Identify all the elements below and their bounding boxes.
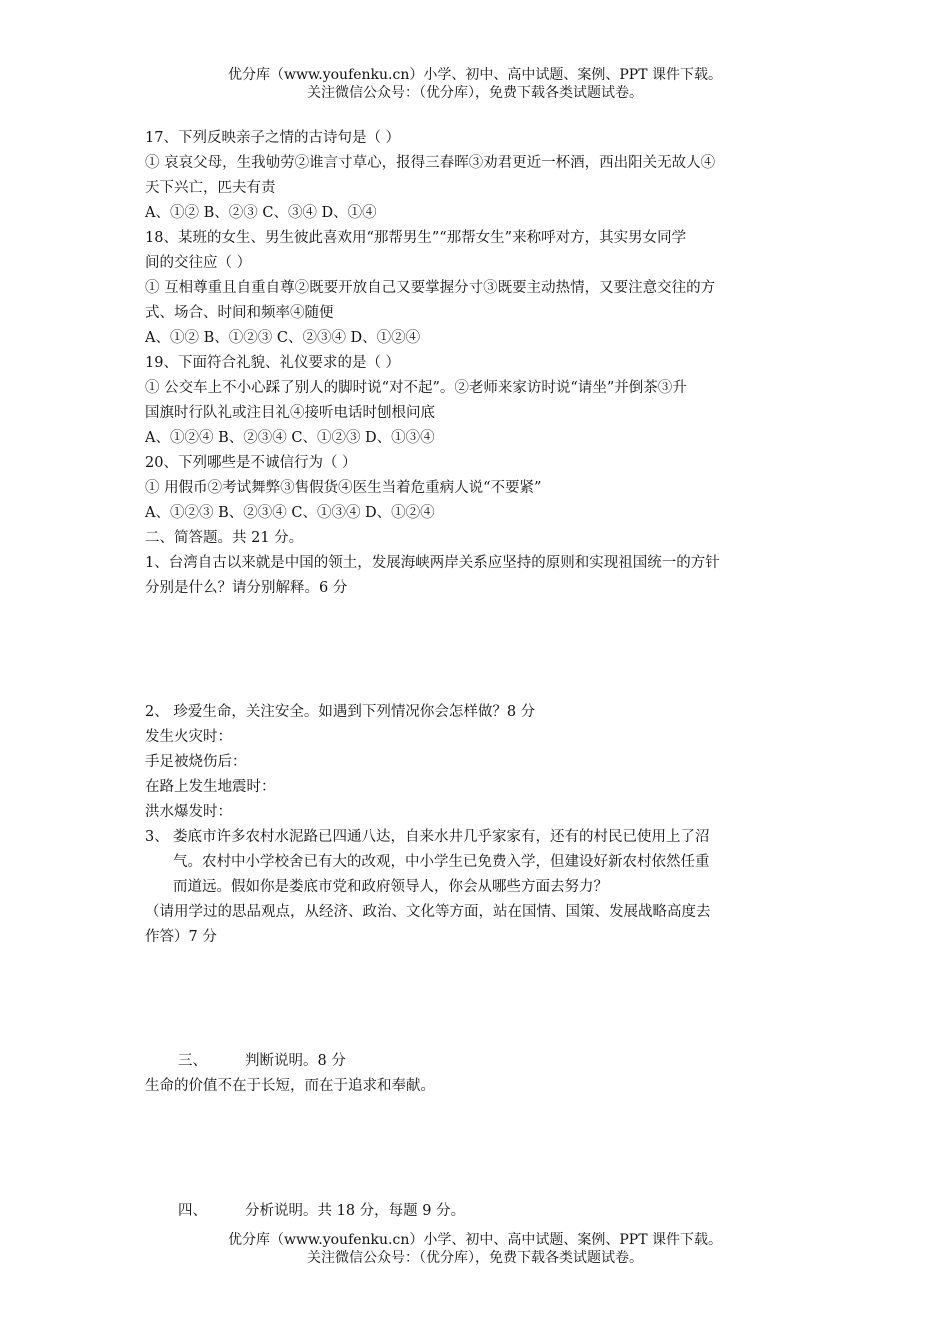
- s2-q1-line-1: 1、台湾自古以来就是中国的领土，发展海峡两岸关系应坚持的原则和实现祖国统一的方针: [145, 555, 720, 571]
- footer-line-2: 关注微信公众号：（优分库），免费下载各类试题试卷。: [307, 1250, 643, 1266]
- s2-q3-line-3: 而道远。假如你是娄底市党和政府领导人，你会从哪些方面去努力？: [173, 879, 608, 895]
- s2-q3-line-4: （请用学过的思品观点，从经济、政治、文化等方面，站在国情、国策、发展战略高度去: [145, 904, 711, 920]
- section-3-title: 判断说明。8 分: [245, 1053, 346, 1069]
- footer-line-1: 优分库（www.youfenku.cn）小学、初中、高中试题、案例、PPT 课件下载。: [227, 1232, 722, 1248]
- s2-q2-flood: 洪水爆发时：: [145, 804, 232, 820]
- q17-answers: A、①② B、②③ C、③④ D、①④: [145, 205, 377, 221]
- section-3-number: 三、: [178, 1053, 207, 1069]
- q19-stem: 19、下面符合礼貌、礼仪要求的是（ ）: [145, 355, 401, 371]
- section-4-number: 四、: [178, 1203, 207, 1219]
- page-footer: [0, 1231, 950, 1267]
- s2-q2-earthquake: 在路上发生地震时：: [145, 779, 276, 795]
- s2-q2-burn: 手足被烧伤后：: [145, 754, 247, 770]
- q18-answers: A、①② B、①②③ C、②③④ D、①②④: [145, 330, 421, 346]
- section-4-title: 分析说明。共 18 分，每题 9 分。: [245, 1203, 466, 1219]
- q18-options-line-1: ① 互相尊重且自重自尊②既要开放自己又要掌握分寸③既要主动热情，又要注意交往的方: [145, 280, 716, 296]
- section-3-statement: 生命的价值不在于长短，而在于追求和奉献。: [145, 1078, 435, 1094]
- q19-answers: A、①②④ B、②③④ C、①②③ D、①③④: [145, 430, 435, 446]
- q17-stem: 17、下列反映亲子之情的古诗句是（ ）: [145, 130, 401, 146]
- s2-q1-line-2: 分别是什么？请分别解释。6 分: [145, 580, 348, 596]
- q17-options-line-1: ① 哀哀父母，生我劬劳②谁言寸草心，报得三春晖③劝君更近一杯酒，西出阳关无故人④: [145, 155, 716, 171]
- s2-q2-stem: 2、 珍爱生命，关注安全。如遇到下列情况你会怎样做？8 分: [145, 704, 536, 720]
- q17-options-line-2: 天下兴亡，匹夫有责: [145, 180, 276, 196]
- section-2-title: 二、简答题。共 21 分。: [145, 530, 304, 546]
- s2-q3-line-5: 作答）7 分: [145, 929, 217, 945]
- q19-options-line-2: 国旗时行队礼或注目礼④接听电话时刨根问底: [145, 405, 435, 421]
- q20-answers: A、①②③ B、②③④ C、①③④ D、①②④: [145, 505, 435, 521]
- q18-stem-line-1: 18、某班的女生、男生彼此喜欢用“那帮男生”“那帮女生”来称呼对方，其实男女同学: [145, 230, 687, 246]
- header-line-2: 关注微信公众号：（优分库），免费下载各类试题试卷。: [307, 85, 643, 101]
- q18-options-line-2: 式、场合、时间和频率④随便: [145, 305, 334, 321]
- s2-q3-line-1: 娄底市许多农村水泥路已四通八达，自来水井几乎家家有，还有的村民已使用上了沼: [173, 829, 710, 845]
- page-header: [0, 66, 950, 102]
- header-line-1: 优分库（www.youfenku.cn）小学、初中、高中试题、案例、PPT 课件下载。: [227, 67, 722, 83]
- s2-q3-number: 3、: [145, 829, 169, 845]
- q19-options-line-1: ① 公交车上不小心踩了别人的脚时说“对不起”。②老师来家访时说“请坐”并倒茶③升: [145, 380, 687, 396]
- q20-options: ① 用假币②考试舞弊③售假货④医生当着危重病人说“不要紧”: [145, 480, 542, 496]
- s2-q3-line-2: 气。农村中小学校舍已有大的改观，中小学生已免费入学，但建设好新农村依然任重: [173, 854, 710, 870]
- q20-stem: 20、下列哪些是不诚信行为（ ）: [145, 455, 357, 471]
- s2-q2-fire: 发生火灾时：: [145, 729, 232, 745]
- q18-stem-line-2: 间的交往应（ ）: [145, 255, 252, 271]
